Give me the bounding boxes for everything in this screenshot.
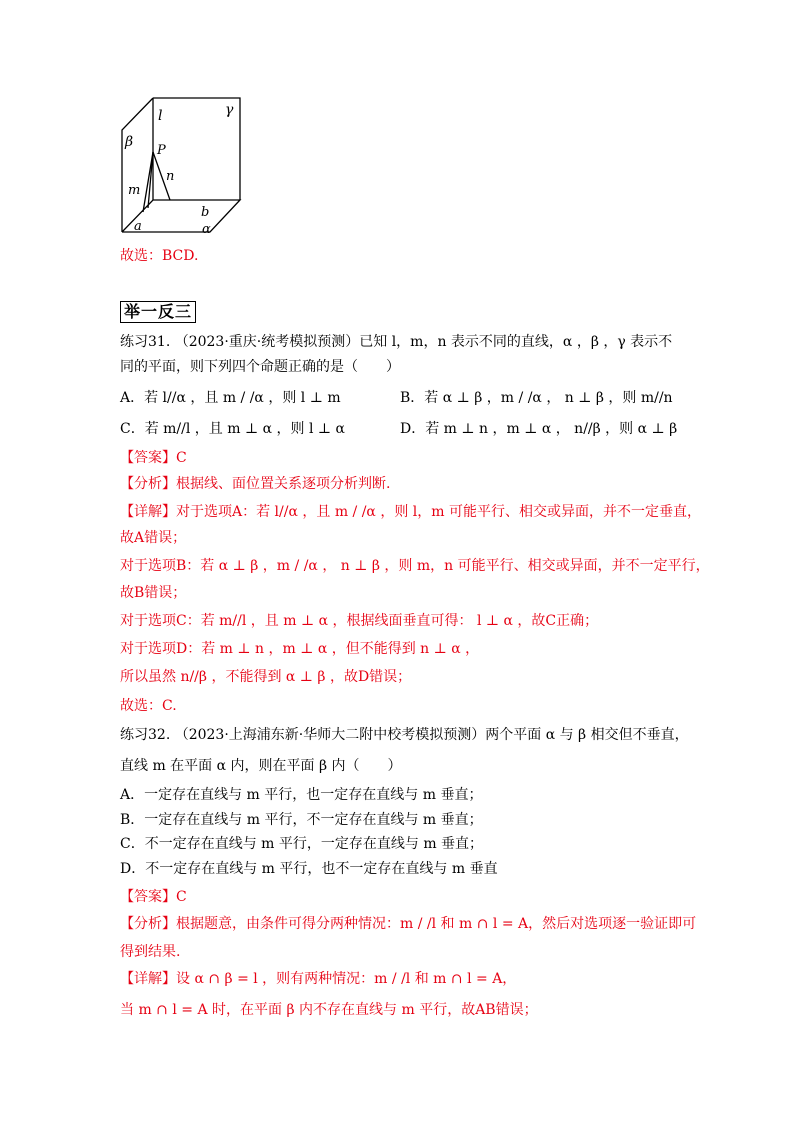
q31-detail-line4: 故B错误； <box>120 585 187 601</box>
answer-value: C <box>176 889 187 905</box>
analysis-text: 根据线、面位置关系逐项分析判断. <box>176 476 391 492</box>
q31-stem-line2: 同的平面，则下列四个命题正确的是（ ） <box>120 359 400 375</box>
q32-stem-line2: 直线 m 在平面 α 内，则在平面 β 内（ ） <box>120 758 402 774</box>
q31-analysis-line <box>120 474 390 494</box>
q32-analysis-line1 <box>120 914 696 934</box>
q31-detail-line2: 故A错误； <box>120 530 187 546</box>
geometry-figure <box>110 90 250 240</box>
q31-stem-line1: 练习31. （2023·重庆·统考模拟预测）已知 l，m，n 表示不同的直线，α ，β ，γ 表示不 <box>120 334 673 350</box>
q31-option-b: B．若 α ⊥ β ，m / /α ， n ⊥ β ，则 m//n <box>400 390 673 406</box>
q31-option-a: A．若 l//α ，且 m / /α ，则 l ⊥ m <box>120 390 341 406</box>
label-alpha: α <box>202 222 211 237</box>
detail-text: 对于选项A：若 l//α ，且 m / /α ，则 l，m 可能平行、相交或异面，并不一定垂直， <box>176 504 701 520</box>
q31-detail-line7: 所以虽然 n//β ，不能得到 α ⊥ β ，故D错误； <box>120 669 412 685</box>
q31-answer-line <box>120 448 187 468</box>
q31-detail-line1 <box>120 502 701 522</box>
detail-tag: 【详解】 <box>120 504 176 520</box>
label-n: n <box>166 169 175 184</box>
detail-tag: 【详解】 <box>120 971 176 987</box>
answer-tag: 【答案】 <box>120 450 176 466</box>
analysis-tag: 【分析】 <box>120 916 176 932</box>
q32-analysis-line2: 得到结果. <box>120 944 181 960</box>
answer-value: C <box>176 450 187 466</box>
q31-detail-line8: 故选：C. <box>120 698 177 714</box>
label-beta: β <box>125 134 134 150</box>
analysis-text: 根据题意，由条件可得分两种情况：m / /l 和 m ∩ l = A，然后对选项逐一验证即可 <box>176 916 697 932</box>
q32-option-b: B．一定存在直线与 m 平行，不一定存在直线与 m 垂直； <box>120 812 483 828</box>
q32-detail-line1 <box>120 969 516 989</box>
q32-detail-line2: 当 m ∩ l = A 时，在平面 β 内不存在直线与 m 平行，故AB错误； <box>120 1002 538 1018</box>
analysis-tag: 【分析】 <box>120 476 176 492</box>
planes-diagram <box>110 90 250 240</box>
q31-option-d: D．若 m ⊥ n ，m ⊥ α ， n//β ，则 α ⊥ β <box>400 421 678 437</box>
q32-option-d: D．不一定存在直线与 m 平行，也不一定存在直线与 m 垂直 <box>120 861 498 877</box>
q32-answer-line <box>120 887 187 907</box>
label-m: m <box>128 183 141 198</box>
q32-option-a: A．一定存在直线与 m 平行，也一定存在直线与 m 垂直； <box>120 787 483 803</box>
intro-answer: 故选：BCD. <box>120 248 199 264</box>
q31-detail-line6: 对于选项D：若 m ⊥ n ，m ⊥ α ，但不能得到 n ⊥ α ， <box>120 641 480 657</box>
answer-tag: 【答案】 <box>120 889 176 905</box>
label-P: P <box>157 143 166 158</box>
label-gamma: γ <box>225 102 234 118</box>
q32-option-c: C．不一定存在直线与 m 平行，一定存在直线与 m 垂直； <box>120 836 484 852</box>
section-heading <box>120 301 196 323</box>
q31-detail-line5: 对于选项C：若 m//l ，且 m ⊥ α ，根据线面垂直可得： l ⊥ α ，故C正确； <box>120 613 599 629</box>
label-a: a <box>134 219 142 234</box>
q31-detail-line3: 对于选项B：若 α ⊥ β ，m / /α ， n ⊥ β ，则 m，n 可能平行、相交或异面，并不一定平行， <box>120 558 710 574</box>
label-l: l <box>158 108 163 124</box>
q32-stem-line1: 练习32. （2023·上海浦东新·华师大二附中校考模拟预测）两个平面 α 与 β 相交但不垂直， <box>120 727 689 743</box>
q31-option-c: C．若 m//l ，且 m ⊥ α ，则 l ⊥ α <box>120 421 345 437</box>
label-b: b <box>201 205 210 220</box>
section-title: 举一反三 <box>120 301 196 323</box>
detail-text: 设 α ∩ β = l ，则有两种情况：m / /l 和 m ∩ l = A， <box>176 971 517 987</box>
